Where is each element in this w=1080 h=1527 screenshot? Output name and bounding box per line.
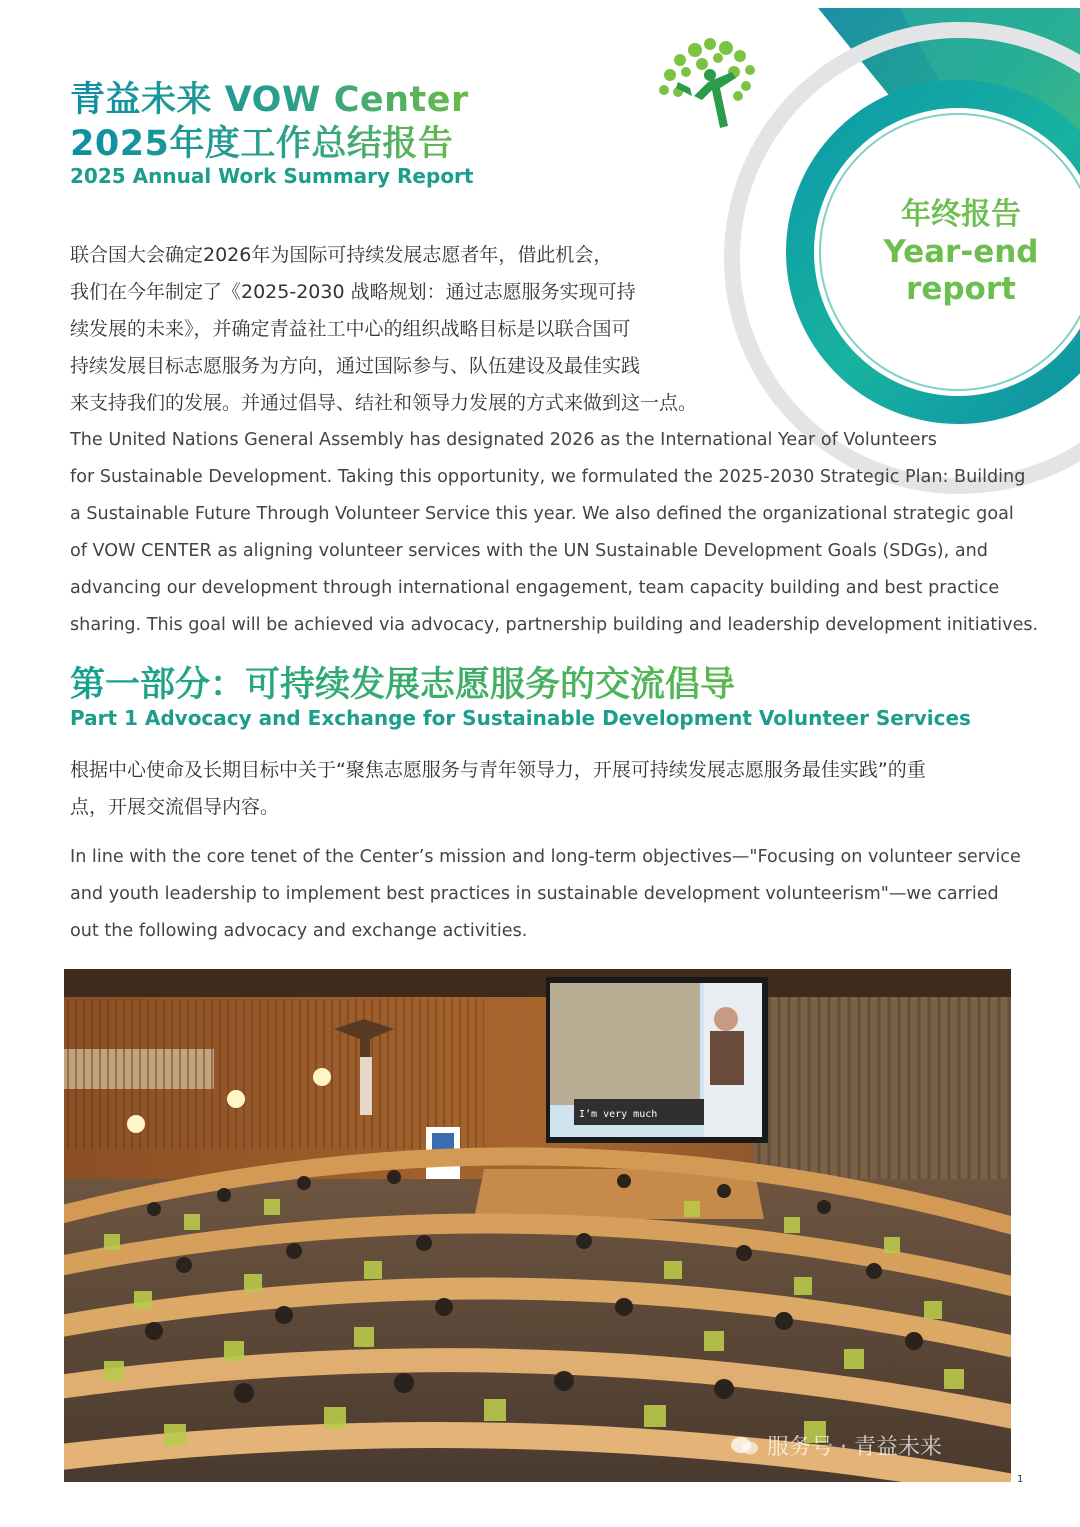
intro-en-line: of VOW CENTER as aligning volunteer services with the UN Sustainable Development Goals (SDGs), and — [70, 541, 988, 561]
vow-tree-logo-icon — [650, 30, 765, 135]
intro-en-line: for Sustainable Development. Taking this opportunity, we formulated the 2025-2030 Strategic Plan: Building — [70, 467, 1026, 487]
badge-cn: 年终报告 — [901, 197, 1021, 232]
badge-en-line-2: report — [906, 271, 1016, 307]
assembly-hall-illustration — [64, 969, 1011, 1482]
wechat-watermark — [730, 1430, 942, 1461]
intro-en-line: sharing. This goal will be achieved via advocacy, partnership building and leadership development initiatives. — [70, 615, 1039, 635]
intro-cn-line: 续发展的未来》，并确定青益社工中心的组织战略目标是以联合国可 — [70, 318, 631, 340]
intro-paragraph-cn — [70, 237, 760, 422]
part1-heading-cn: 第一部分：可持续发展志愿服务的交流倡导 — [70, 662, 735, 708]
intro-cn-line: 来支持我们的发展。并通过倡导、结社和领导力发展的方式来做到这一点。 — [70, 392, 698, 414]
part1-en-line: and youth leadership to implement best practices in sustainable development volunteerism"—we carried — [70, 884, 999, 904]
part1-paragraph-en — [70, 839, 1021, 950]
part1-cn-line: 根据中心使命及长期目标中关于“聚焦志愿服务与青年领导力，开展可持续发展志愿服务最佳实践”的重 — [70, 759, 926, 781]
intro-en-line: The United Nations General Assembly has designated 2026 as the International Year of Volunteers — [70, 430, 937, 450]
screen-caption: I’m very much — [579, 1109, 658, 1120]
badge-en-line-1: Year-end — [883, 234, 1039, 270]
intro-cn-line: 联合国大会确定2026年为国际可持续发展志愿者年，借此机会， — [70, 244, 613, 266]
part1-paragraph-cn — [70, 752, 1010, 826]
intro-en-line: advancing our development through international engagement, team capacity building and best practice — [70, 578, 1000, 598]
report-title-en: 2025 Annual Work Summary Report — [70, 164, 474, 188]
wechat-icon — [730, 1435, 760, 1457]
title-line-2: 2025年度工作总结报告 — [70, 124, 454, 164]
part1-heading-en: Part 1 Advocacy and Exchange for Sustainable Development Volunteer Services — [70, 706, 971, 730]
title-line-1: 青益未来 VOW Center — [70, 80, 469, 120]
intro-cn-line: 持续发展目标志愿服务为方向，通过国际参与、队伍建设及最佳实践 — [70, 355, 641, 377]
report-title-cn — [70, 78, 469, 166]
intro-paragraph-en — [70, 422, 1039, 644]
page-number: 1 — [1017, 1474, 1024, 1485]
part1-cn-line: 点，开展交流倡导内容。 — [70, 796, 280, 818]
watermark-text: 服务号 · 青益未来 — [767, 1435, 942, 1460]
year-end-badge — [870, 196, 1052, 308]
intro-en-line: a Sustainable Future Through Volunteer Service this year. We also defined the organizational strategic goal — [70, 504, 1014, 524]
intro-cn-line: 我们在今年制定了《2025-2030 战略规划：通过志愿服务实现可持 — [70, 281, 636, 303]
part1-en-line: out the following advocacy and exchange activities. — [70, 921, 528, 941]
part1-en-line: In line with the core tenet of the Center’s mission and long-term objectives—"Focusing on volunteer service — [70, 847, 1021, 867]
un-assembly-photo — [64, 969, 1011, 1482]
